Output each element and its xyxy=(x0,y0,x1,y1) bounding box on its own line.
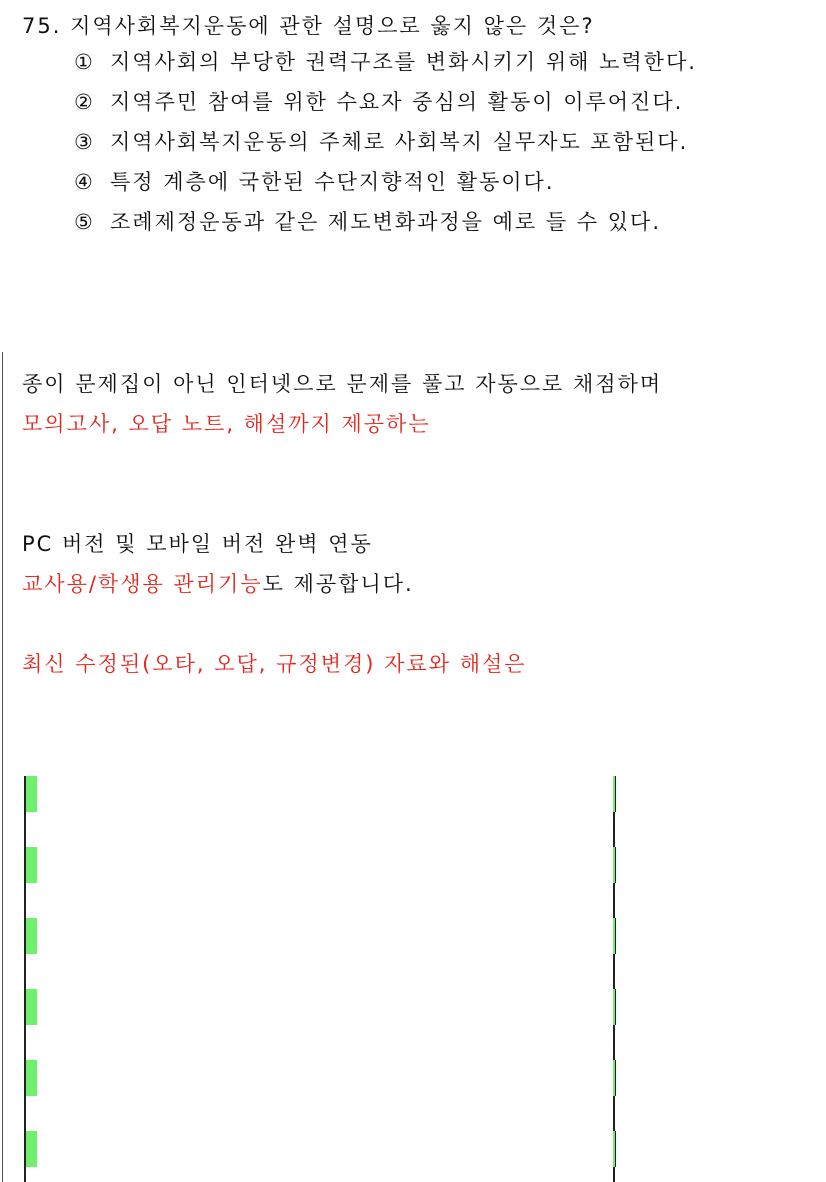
placeholder-right-cap xyxy=(613,918,616,954)
option-number: ⑤ xyxy=(74,210,95,234)
option-2[interactable] xyxy=(22,82,812,122)
placeholder-left-cap xyxy=(24,918,37,954)
ad-line-platform: PC 버전 및 모바일 버전 완벽 연동 xyxy=(22,532,373,556)
placeholder-right-cap xyxy=(613,1131,616,1167)
ad-line-updates: 최신 수정된(오타, 오답, 규정변경) 자료와 해설은 xyxy=(22,652,527,676)
placeholder-right-cap xyxy=(613,989,616,1025)
link-placeholder-row[interactable] xyxy=(24,989,616,1025)
placeholder-left-cap xyxy=(24,776,37,812)
option-3[interactable] xyxy=(22,122,812,162)
option-number: ④ xyxy=(74,170,95,194)
option-text: 지역주민 참여를 위한 수요자 중심의 활동이 이루어진다. xyxy=(110,90,684,114)
option-text: 지역사회복지운동의 주체로 사회복지 실무자도 포함된다. xyxy=(110,130,689,154)
option-number: ② xyxy=(74,90,95,114)
placeholder-right-cap xyxy=(613,1060,616,1096)
option-text: 특정 계층에 국한된 수단지향적인 활동이다. xyxy=(110,170,555,194)
link-placeholder-row[interactable] xyxy=(24,918,616,954)
link-placeholder-row[interactable] xyxy=(24,1131,616,1167)
placeholder-right-cap xyxy=(613,847,616,883)
option-5[interactable] xyxy=(22,202,812,242)
link-placeholder-row[interactable] xyxy=(24,847,616,883)
placeholder-left-cap xyxy=(24,1060,37,1096)
left-margin-rule xyxy=(2,352,3,1182)
ad-line-features: 모의고사, 오답 노트, 해설까지 제공하는 xyxy=(22,412,431,436)
question-block xyxy=(22,6,812,242)
placeholder-left-rule xyxy=(24,776,26,1182)
placeholder-left-cap xyxy=(24,847,37,883)
option-number: ① xyxy=(74,50,95,74)
option-4[interactable] xyxy=(22,162,812,202)
option-text: 조례제정운동과 같은 제도변화과정을 예로 들 수 있다. xyxy=(110,210,662,234)
option-text: 지역사회의 부당한 권력구조를 변화시키기 위해 노력한다. xyxy=(110,50,697,74)
placeholder-left-cap xyxy=(24,989,37,1025)
option-1[interactable] xyxy=(22,42,812,82)
placeholder-right-rule xyxy=(613,776,615,1182)
option-number: ③ xyxy=(74,130,95,154)
link-placeholder-row[interactable] xyxy=(24,1060,616,1096)
ad-line-management: 교사용/학생용 관리기능도 제공합니다. xyxy=(22,572,414,596)
link-placeholder-row[interactable] xyxy=(24,776,616,812)
question-stem: 75. 지역사회복지운동에 관한 설명으로 옳지 않은 것은? xyxy=(22,14,595,38)
placeholder-right-cap xyxy=(613,776,616,812)
placeholder-left-cap xyxy=(24,1131,37,1167)
ad-line-description: 종이 문제집이 아닌 인터넷으로 문제를 풀고 자동으로 채점하며 xyxy=(22,372,663,396)
